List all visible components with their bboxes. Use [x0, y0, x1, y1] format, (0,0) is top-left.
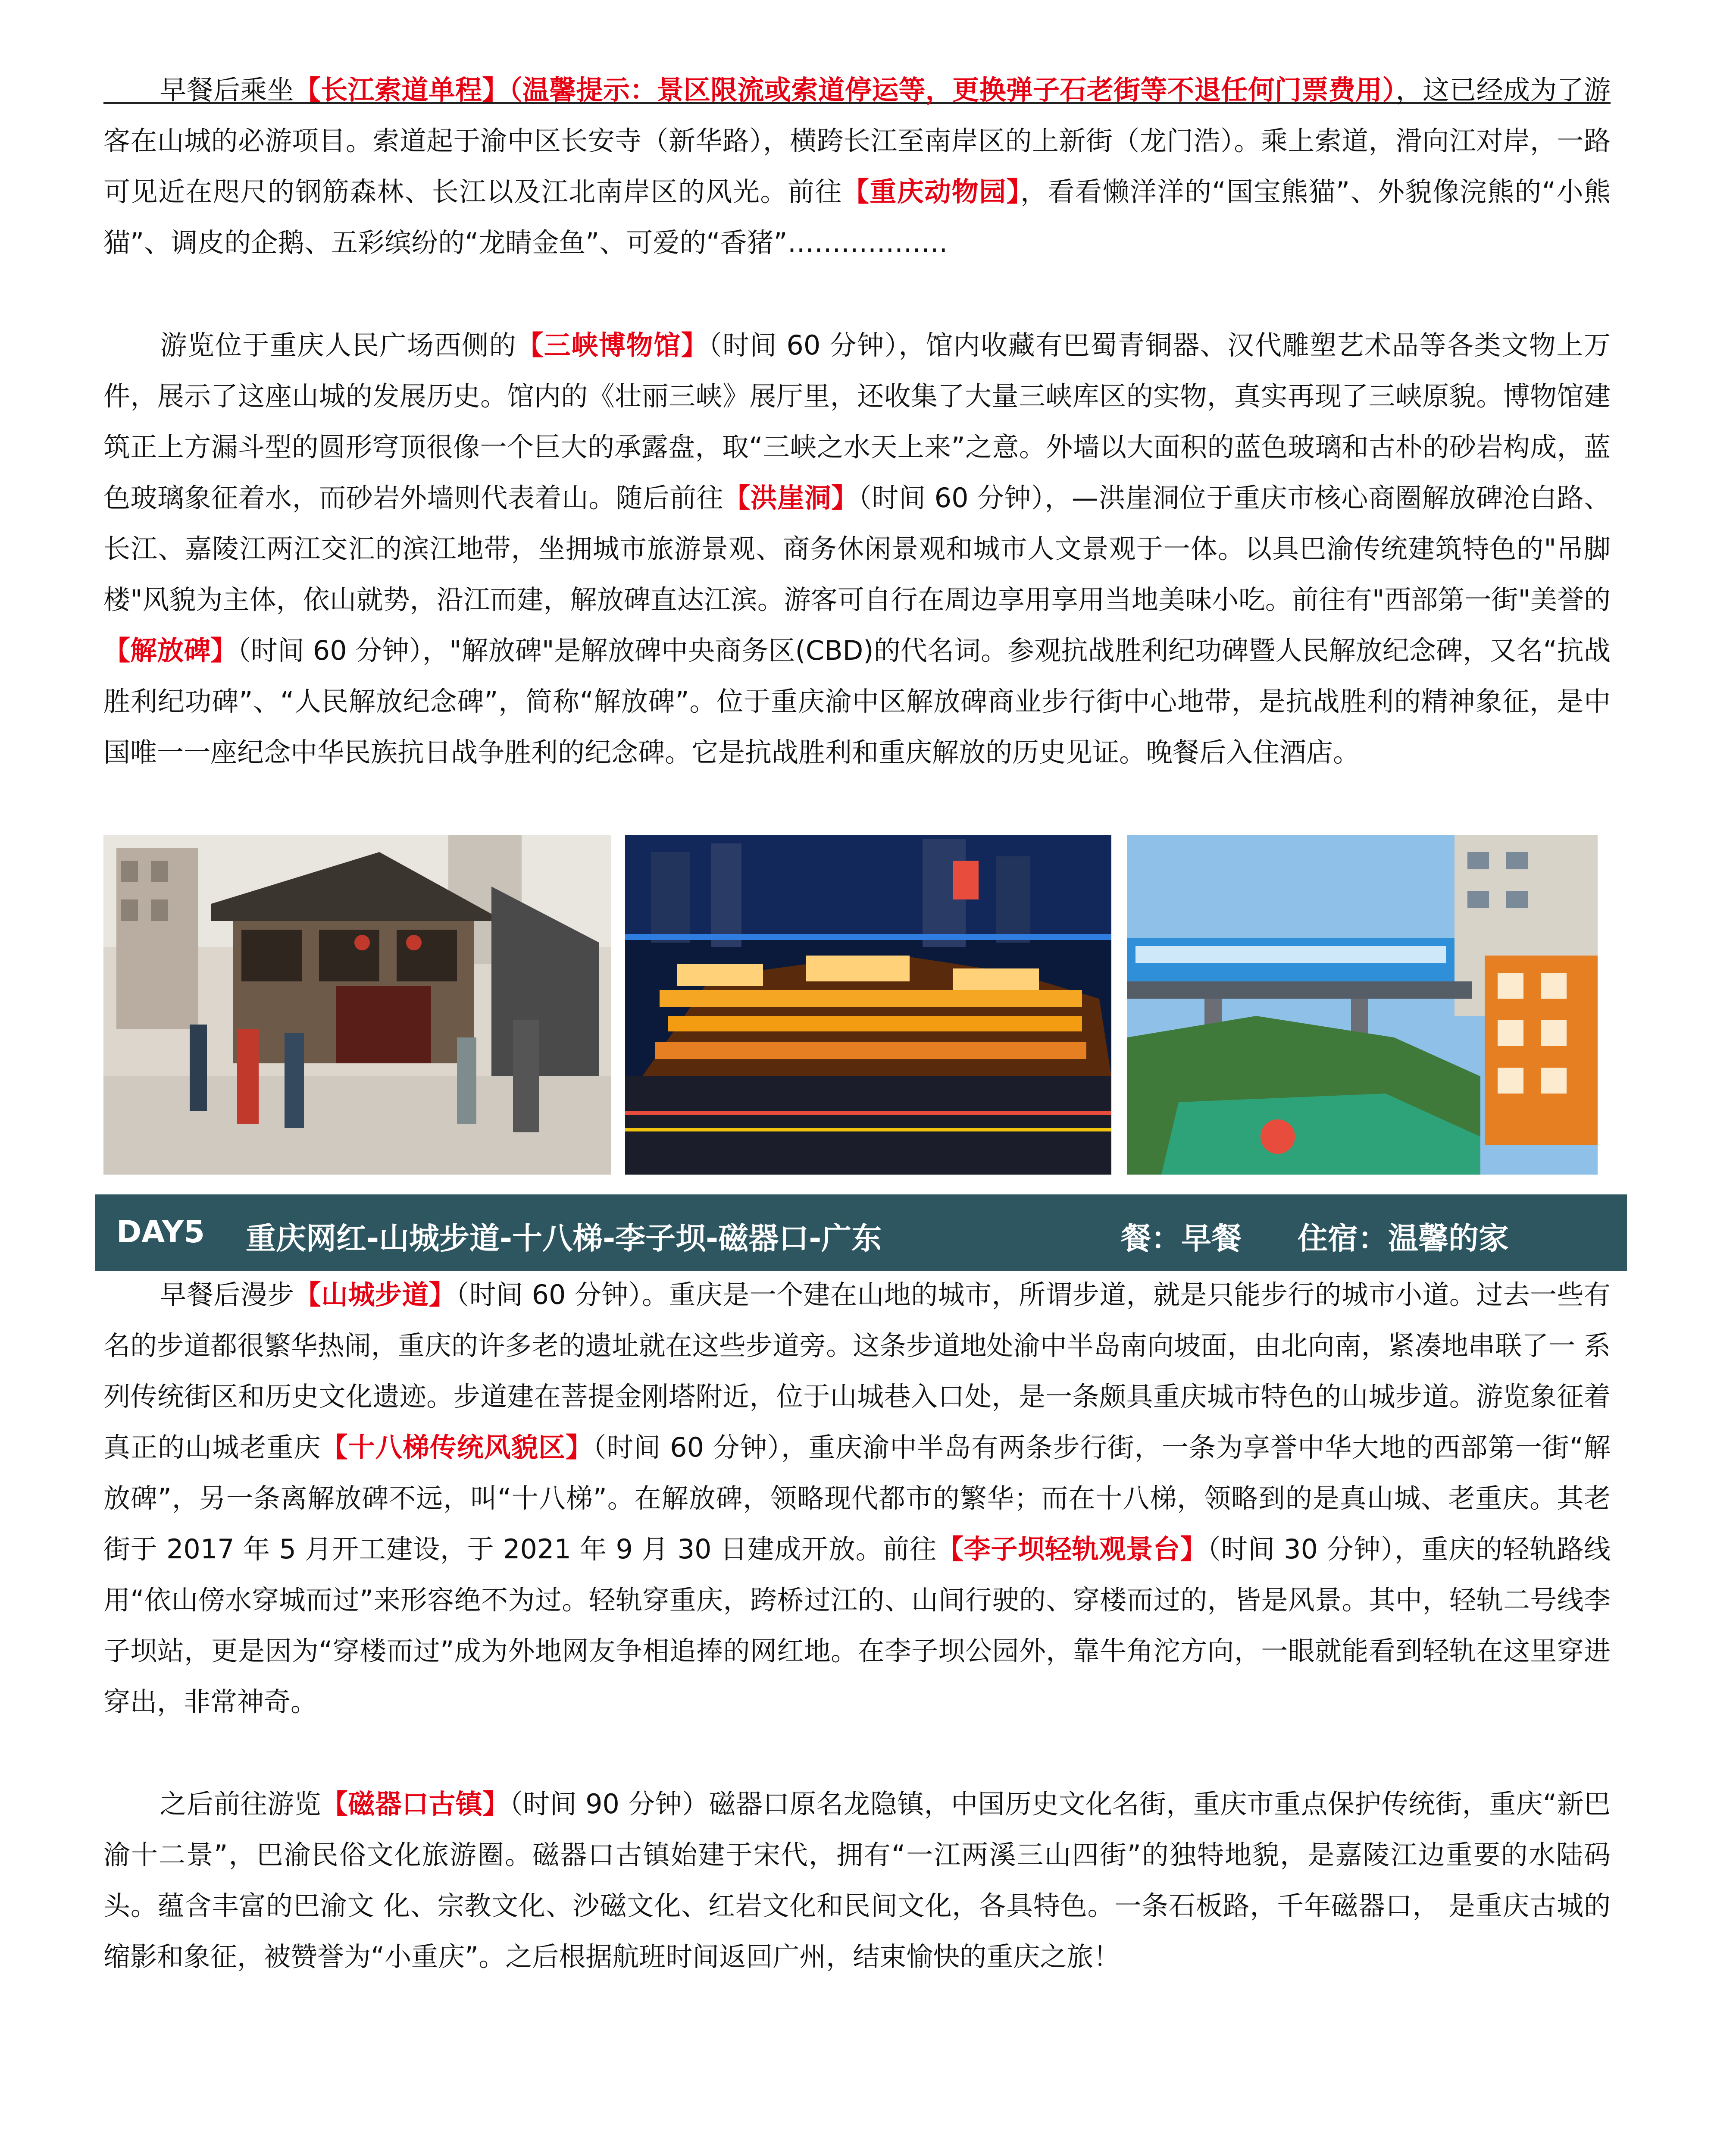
text: 早餐后漫步: [160, 1279, 294, 1310]
text: ，这已经成为了游客在山城的必游项目。索道起于渝中区长安寺（新华路），横跨长江至南岸区的上新街（龙门浩）。乘上索道，滑向江对岸，一路可见近在咫尺的钢筋森林、长江以及江北南岸区的风光。前往: [103, 74, 1611, 207]
accommodation-info: 住宿：温馨的家: [1298, 1221, 1509, 1256]
spot-mountain-trail: 【山城步道】: [294, 1279, 456, 1310]
day-label: DAY5: [116, 1214, 205, 1250]
text: （时间 90 分钟）磁器口原名龙隐镇，中国历史文化名街，重庆市重点保护传统街，重庆“新巴渝十二景”，巴渝民俗文化旅游圈。磁器口古镇始建于宋代，拥有“一江两溪三山四街”的独特地貌，是嘉陵江边重要的水陆码头。蕴含丰富的巴渝文 化、宗教文化、沙磁文化、红岩文化和民间文化，各具特色。一条石板路，千年磁器口， 是重庆古城的缩影和象征，被赞誉为“小重庆”。之后根据航班时间返回广州，结束愉快的重庆之旅！: [103, 1788, 1611, 1972]
route-title: 重庆网红-山城步道-十八梯-李子坝-磁器口-广东: [246, 1221, 882, 1256]
spot-liziba: 【李子坝轻轨观景台】: [936, 1533, 1207, 1565]
spot-zoo: 【重庆动物园】: [842, 176, 1021, 207]
text: （时间 60 分钟），—洪崖洞位于重庆市核心商圈解放碑沧白路、长江、嘉陵江两江交汇的滨江地带，坐拥城市旅游景观、商务休闲景观和城市人文景观于一体。以具巴渝传统建筑特色的"吊脚楼"风貌为主体，依山就势，沿江而建，解放碑直达江滨。游客可自行在周边享用享用当地美味小吃。前往有"西部第一街"美誉的: [103, 482, 1611, 615]
photo-hongyadong-night: [625, 835, 1111, 1175]
text: 游览位于重庆人民广场西侧的: [160, 329, 517, 361]
text: （时间 60 分钟），馆内收藏有巴蜀青铜器、汉代雕塑艺术品等各类文物上万件，展示了这座山城的发展历史。馆内的《壮丽三峡》展厅里，还收集了大量三峡库区的实物，真实再现了三峡原貌。博物馆建筑正上方漏斗型的圆形穹顶很像一个巨大的承露盘，取“三峡之水天上来”之意。外墙以大面积的蓝色玻璃和古朴的砂岩构成，蓝色玻璃象征着水，而砂岩外墙则代表着山。随后前往: [103, 329, 1611, 514]
photo-old-street: [103, 835, 611, 1175]
spot-cableway: 【长江索道单程】: [294, 74, 509, 106]
paragraph-cableway: [103, 65, 1611, 268]
text: ，看看懒洋洋的“国宝熊猫”、外貌像浣熊的“小熊猫”、调皮的企鹅、五彩缤纷的“龙睛金鱼”、可爱的“香猪”………………: [103, 176, 1611, 258]
spot-jiefangbei: 【解放碑】: [103, 635, 238, 666]
photo-liziba-light-rail: [1127, 835, 1598, 1175]
paragraph-mountain-trail: [103, 1269, 1611, 1727]
meal-info: 餐：早餐: [1121, 1221, 1242, 1256]
spot-hongyadong: 【洪崖洞】: [723, 482, 858, 514]
paragraph-museum: [103, 320, 1611, 778]
text: （时间 30 分钟），重庆的轻轨路线用“依山傍水穿城而过”来形容绝不为过。轻轨穿重庆，跨桥过江的、山间行驶的、穿楼而过的，皆是风景。其中，轻轨二号线李子坝站，更是因为“穿楼而过”成为外地网友争相追捧的网红地。在李子坝公园外，靠牛角沱方向，一眼就能看到轻轨在这里穿进穿出，非常神奇。: [103, 1533, 1611, 1717]
spot-three-gorges-museum: 【三峡博物馆】: [516, 329, 709, 361]
text: 早餐后乘坐: [160, 74, 294, 106]
spot-shibati: 【十八梯传统风貌区】: [321, 1432, 593, 1463]
warm-notice: （温馨提示：景区限流或索道停运等，更换弹子石老街等不退任何门票费用）: [509, 74, 1396, 106]
text: 之后前往游览: [160, 1788, 321, 1820]
spot-ciqikou: 【磁器口古镇】: [321, 1788, 510, 1820]
text: （时间 60 分钟），重庆渝中半岛有两条步行街，一条为享誉中华大地的西部第一街“解放碑”，另一条离解放碑不远，叫“十八梯”。在解放碑，领略现代都市的繁华；而在十八梯，领略到的是真山城、老重庆。其老街于 2017 年 5 月开工建设，于 2021 年 9 月 30 日建成开放。前往: [103, 1432, 1611, 1565]
text: （时间 60 分钟），"解放碑"是解放碑中央商务区(CBD)的代名词。参观抗战胜利纪功碑暨人民解放纪念碑，又名“抗战胜利纪功碑”、“人民解放纪念碑”，简称“解放碑”。位于重庆渝中区解放碑商业步行街中心地带，是抗战胜利的精神象征，是中国唯一一座纪念中华民族抗日战争胜利的纪念碑。它是抗战胜利和重庆解放的历史见证。晚餐后入住酒店。: [103, 635, 1611, 768]
paragraph-ciqikou: [103, 1779, 1611, 1982]
day5-banner: [95, 1194, 1627, 1271]
text: （时间 60 分钟）。重庆是一个建在山地的城市，所谓步道，就是只能步行的城市小道。过去一些有名的步道都很繁华热闹，重庆的许多老的遗址就在这些步道旁。这条步道地处渝中半岛南向坡面，由北向南，紧凑地串联了一 系列传统街区和历史文化遗迹。步道建在菩提金刚塔附近，位于山城巷入口处，是一条颇具重庆城市特色的山城步道。游览象征着真正的山城老重庆: [103, 1279, 1611, 1463]
